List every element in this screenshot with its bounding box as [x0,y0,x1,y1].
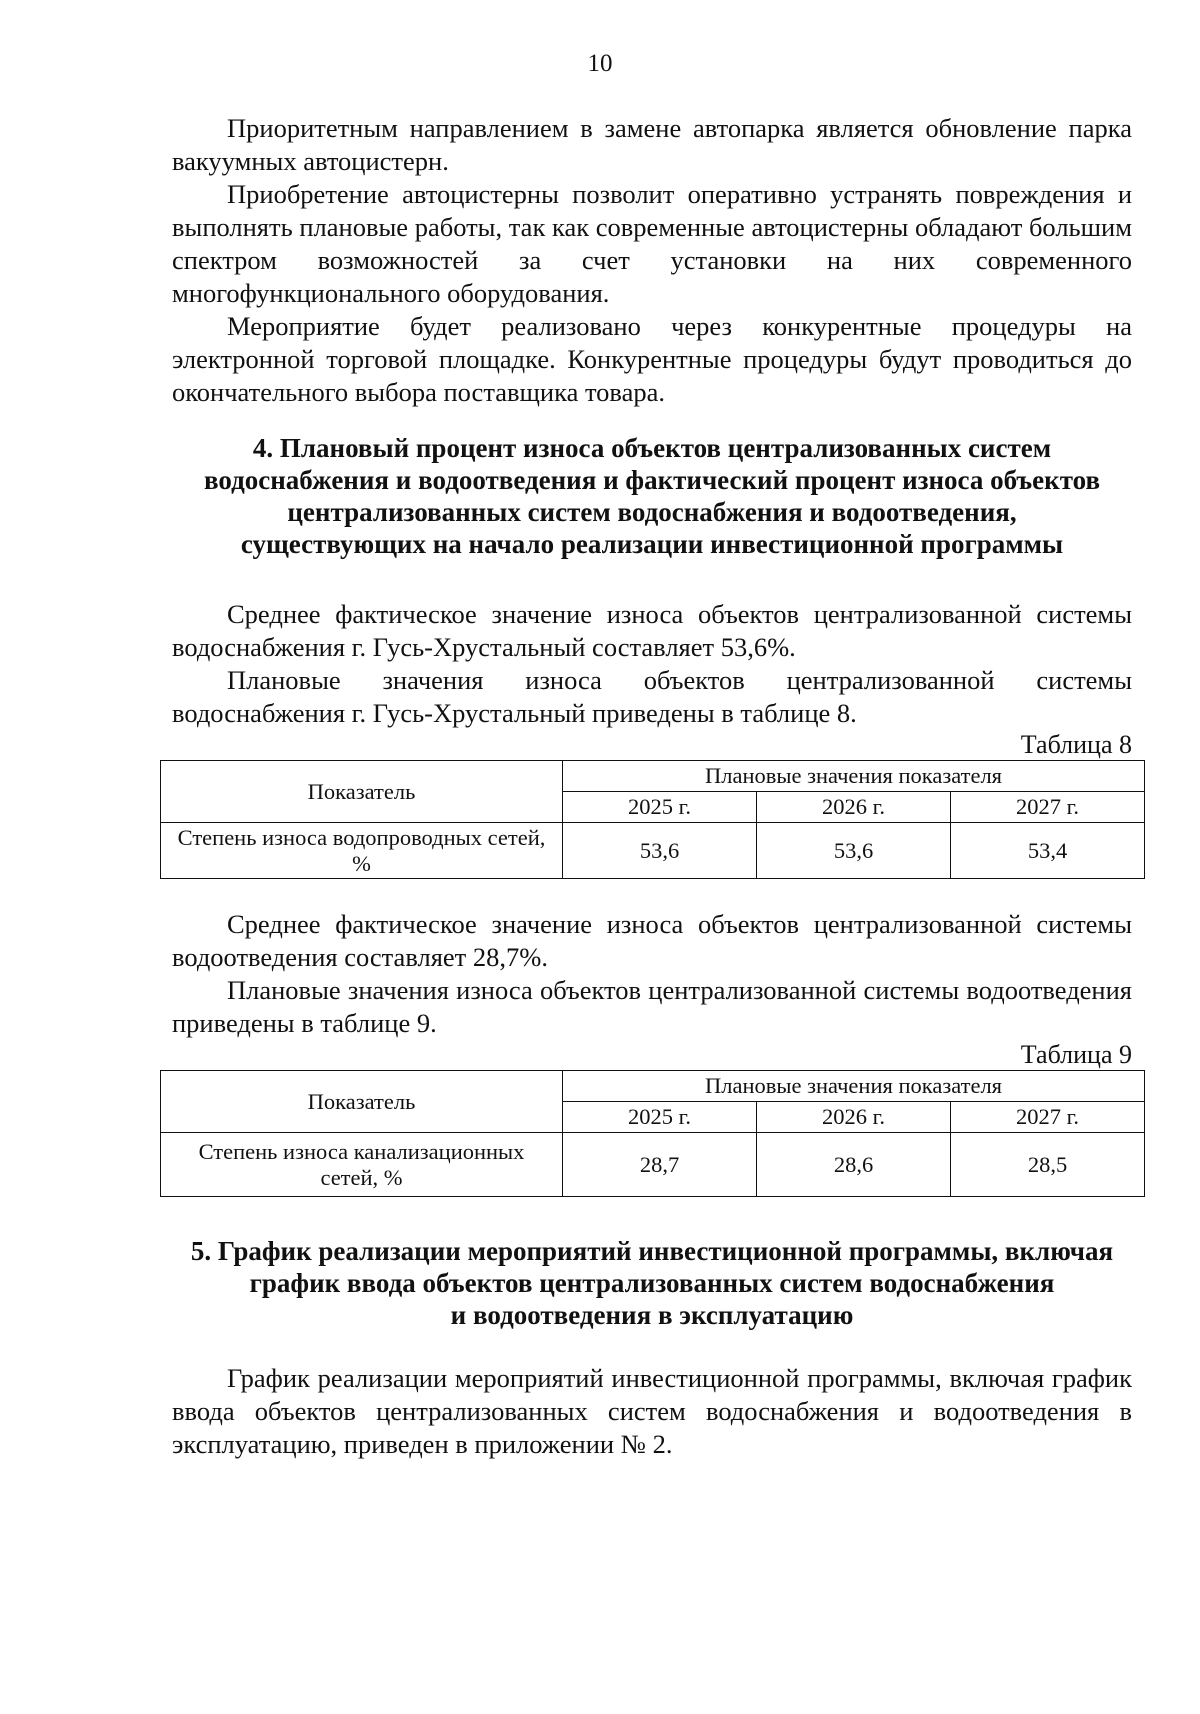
section-4-heading [172,432,1132,560]
value-cell: 53,6 [757,823,951,879]
value-cell: 28,7 [563,1133,757,1197]
year-header: 2026 г. [757,1102,951,1133]
year-header: 2025 г. [563,792,757,823]
year-header: 2027 г. [951,1102,1145,1133]
indicator-header: Показатель [161,1071,563,1133]
value-cell: 53,6 [563,823,757,879]
row-label: Степень износа канализационных сетей, % [161,1133,563,1197]
heading-line: водоснабжения и водоотведения и фактический процент износа объектов [203,465,1101,495]
planned-values-header: Плановые значения показателя [563,761,1145,792]
planned-values-header: Плановые значения показателя [563,1071,1145,1102]
table-8-caption: Таблица 8 [1020,730,1132,759]
intro-text [172,112,1132,409]
year-header: 2027 г. [951,792,1145,823]
table-9-caption: Таблица 9 [1020,1040,1132,1069]
section-5-heading [172,1235,1132,1331]
year-header: 2025 г. [563,1102,757,1133]
year-header: 2026 г. [757,792,951,823]
water-paragraph: Плановые значения износа объектов централизованной системы водоснабжения г. Гусь-Хрустальный приведены в таблице 8. [172,665,1132,728]
intro-paragraph: Приобретение автоцистерны позволит оперативно устранять повреждения и выполнять плановые работы, так как современные автоцистерны обладают большим спектром возможностей за счет установки на них современного многофункционального оборудования. [172,179,1132,308]
schedule-paragraph: График реализации мероприятий инвестиционной программы, включая график ввода объектов централизованных систем водоснабжения и водоотведения в эксплуатацию, приведен в приложении № 2. [172,1363,1132,1459]
table-8 [160,760,1145,879]
heading-line: существующих на начало реализации инвестиционной программы [240,529,1064,559]
intro-paragraph: Мероприятие будет реализовано через конкурентные процедуры на электронной торговой площадке. Конкурентные процедуры будут проводиться до окончательного выбора поставщика товара. [172,311,1132,407]
value-cell: 53,4 [951,823,1145,879]
page-number: 10 [587,50,613,77]
sewer-paragraph: Среднее фактическое значение износа объектов централизованной системы водоотведения составляет 28,7%. [172,909,1132,972]
indicator-header: Показатель [161,761,563,823]
value-cell: 28,5 [951,1133,1145,1197]
heading-line: 5. График реализации мероприятий инвестиционной программы, включая [190,1236,1114,1266]
row-label: Степень износа водопроводных сетей, % [161,823,563,879]
heading-line: централизованных систем водоснабжения и водоотведения, [287,497,1017,527]
sewer-text [172,908,1132,1040]
water-paragraph: Среднее фактическое значение износа объектов централизованной системы водоснабжения г. Гусь-Хрустальный составляет 53,6%. [172,599,1132,662]
heading-line: график ввода объектов централизованных систем водоснабжения [249,1268,1055,1298]
schedule-text [172,1362,1132,1461]
heading-line: 4. Плановый процент износа объектов централизованных систем [252,433,1052,463]
water-text [172,598,1132,730]
table-9 [160,1070,1145,1197]
intro-paragraph: Приоритетным направлением в замене автопарка является обновление парка вакуумных автоцистерн. [172,113,1132,176]
heading-line: и водоотведения в эксплуатацию [450,1300,854,1330]
value-cell: 28,6 [757,1133,951,1197]
sewer-paragraph: Плановые значения износа объектов централизованной системы водоотведения приведены в таблице 9. [172,975,1132,1038]
